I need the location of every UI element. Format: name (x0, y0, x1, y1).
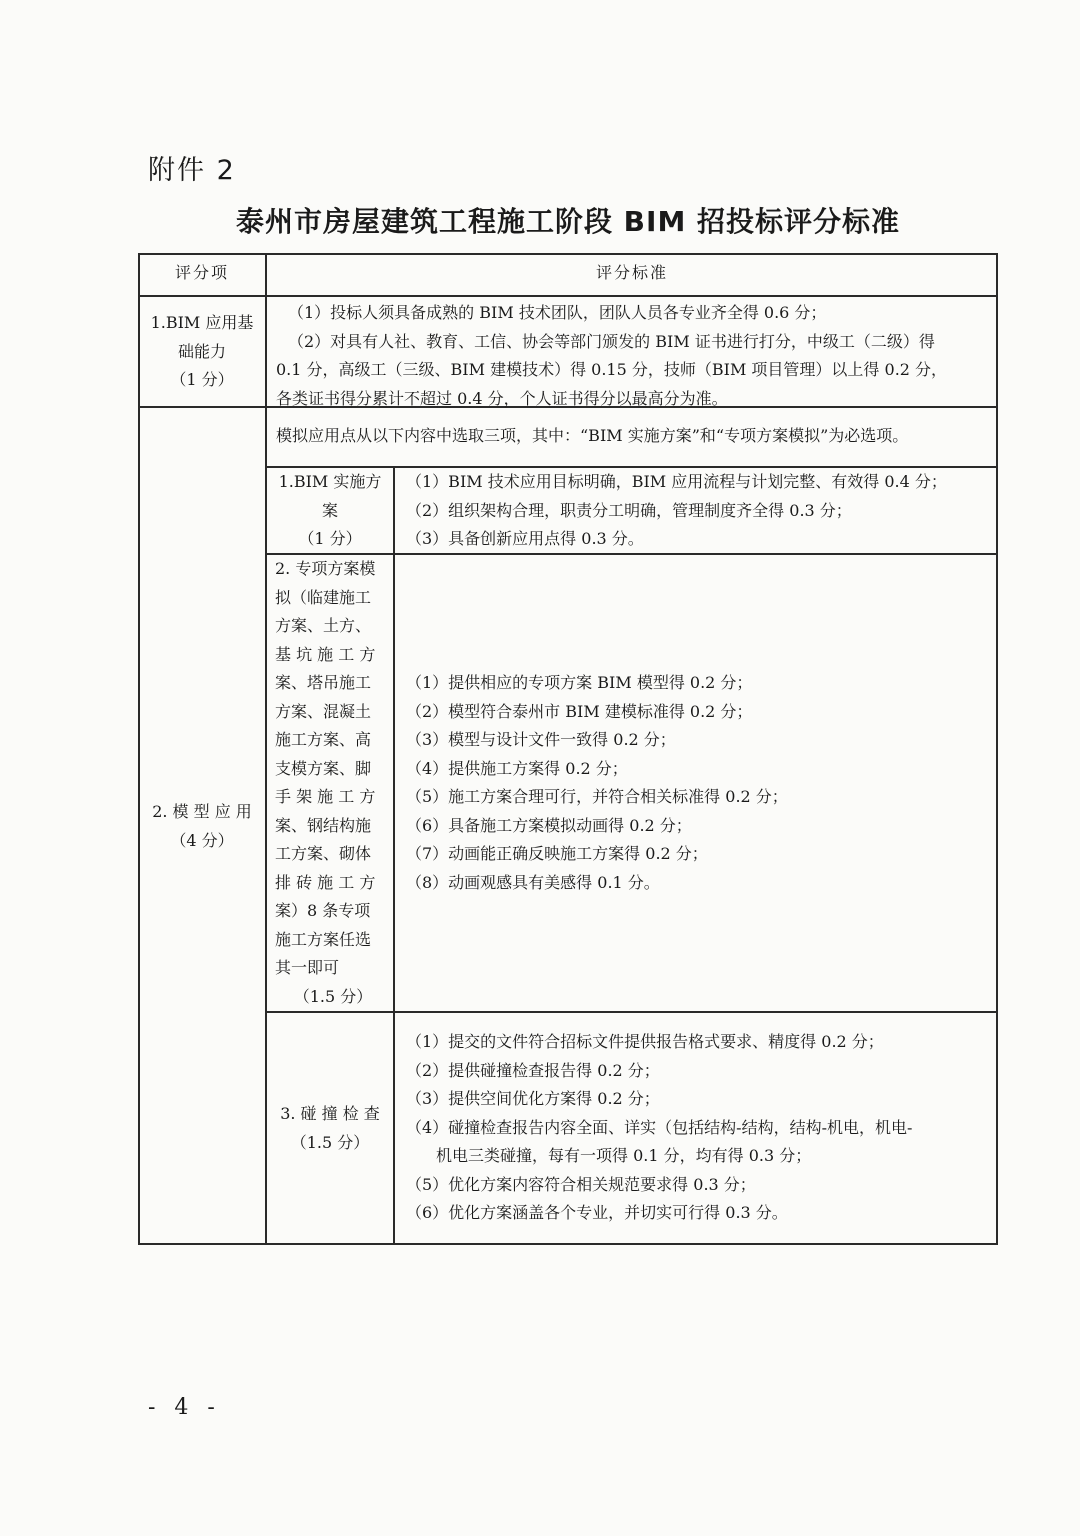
table-rule-sub2 (266, 1011, 998, 1013)
row2-intro: 模拟应用点从以下内容中选取三项，其中：“BIM 实施方案”和“专项方案模拟”为必选项。 (276, 426, 909, 445)
table-border-top (138, 253, 998, 255)
row1-criteria: （1）投标人须具备成熟的 BIM 技术团队，团队人员各专业齐全得 0.6 分； （2）对具有人社、教育、工信、协会等部门颁发的 BIM 证书进行打分，中级工（二级）得 0.1 分，高级工（三级、BIM 建模技术）得 0.15 分，技师（BIM 项目管理）以上得 0.2 分， 各类证书得分累计不超过 0.4 分，个人证书得分以最高分为准。 (276, 303, 948, 408)
page-number: - 4 - (148, 1395, 221, 1420)
row1-label: 1.BIM 应用基 础能力 （1 分） (150, 313, 254, 389)
document-title: 泰州市房屋建筑工程施工阶段 BIM 招投标评分标准 (235, 205, 901, 238)
sub3-label: 3. 碰 撞 检 查 （1.5 分） (280, 1104, 380, 1152)
table-border-left (138, 253, 140, 1245)
row2-label: 2. 模 型 应 用 （4 分） (152, 802, 252, 850)
scoring-table (138, 253, 998, 1245)
sub2-label: 2. 专项方案模 拟（临建施工 方案、土方、 基 坑 施 工 方 案、塔吊施工 方案、混凝土 施工方案、高 支模方案、脚 手 架 施 工 方 案、钢结构施 工方案、砌体 排 砖 施 工 方 案）8 条专项 施工方案任选 其一即可 （1.5 分） (275, 559, 376, 1006)
table-border-bottom (138, 1243, 998, 1245)
sub1-label: 1.BIM 实施方 案 （1 分） (278, 472, 382, 548)
table-border-right (996, 253, 998, 1245)
attachment-label: 附件 2 (148, 155, 236, 186)
sub1-criteria: （1）BIM 技术应用目标明确，BIM 应用流程与计划完整、有效得 0.4 分； （2）组织架构合理，职责分工明确，管理制度齐全得 0.3 分； （3）具备创新应用点得 0.3 分。 (406, 472, 947, 548)
table-rule-col1 (265, 253, 267, 1245)
sub3-criteria: （1）提交的文件符合招标文件提供报告格式要求、精度得 0.2 分； （2）提供碰撞检查报告得 0.2 分； （3）提供空间优化方案得 0.2 分； （4）碰撞检查报告内容全面、详实（包括结构-结构，结构-机电，机电- 机电三类碰撞，每有一项得 0.1 分，均有得 0.3 分； （5）优化方案内容符合相关规范要求得 0.3 分； （6）优化方案涵盖各个专业，并切实可行得 0.3 分。 (406, 1032, 913, 1222)
table-rule-header (138, 295, 998, 297)
header-item: 评分项 (174, 263, 229, 282)
header-standard: 评分标准 (595, 263, 668, 282)
sub2-criteria: （1）提供相应的专项方案 BIM 模型得 0.2 分； （2）模型符合泰州市 BIM 建模标准得 0.2 分； （3）模型与设计文件一致得 0.2 分； （4）提供施工方案得 0.2 分； （5）施工方案合理可行，并符合相关标准得 0.2 分； （6）具备施工方案模拟动画得 0.2 分； （7）动画能正确反映施工方案得 0.2 分； （8）动画观感具有美感得 0.1 分。 (406, 673, 788, 892)
